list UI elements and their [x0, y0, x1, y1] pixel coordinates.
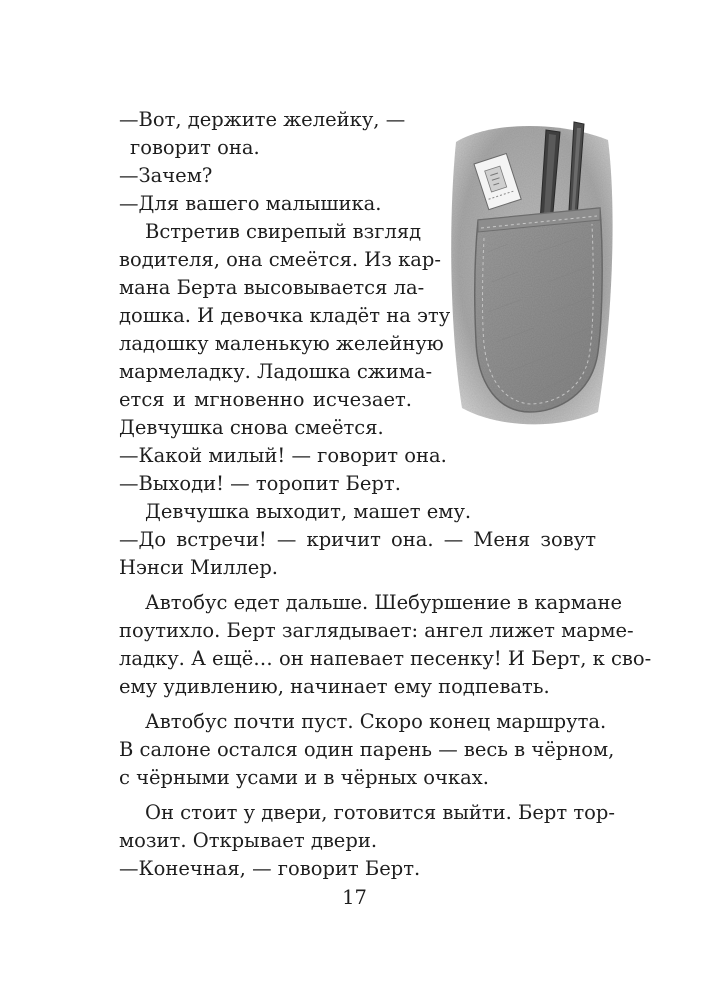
- text-line: говорит она.: [130, 136, 260, 159]
- page-number: 17: [342, 886, 367, 909]
- text-line: —Вот, держите желейку, —: [119, 108, 406, 131]
- text-line: с чёрными усами и в чёрных очках.: [119, 766, 489, 789]
- text-line: В салоне остался один парень — весь в чёрном,: [119, 738, 615, 761]
- text-line: ладошку маленькую желейную: [119, 332, 444, 355]
- text-line: Встретив свирепый взгляд: [145, 220, 422, 243]
- text-line: ется и мгновенно исчезает.: [119, 388, 412, 411]
- text-line: —Для вашего малышика.: [119, 192, 382, 215]
- text-line: Девчушка снова смеётся.: [119, 416, 384, 439]
- text-line: водителя, она смеётся. Из кар-: [119, 248, 441, 271]
- shirt-pocket-with-pens-illustration: [448, 112, 618, 432]
- text-line: —Выходи! — торопит Берт.: [119, 472, 401, 495]
- text-line: Он стоит у двери, готовится выйти. Берт тор-: [145, 801, 615, 824]
- text-line: дошка. И девочка кладёт на эту: [119, 304, 451, 327]
- text-line: мозит. Открывает двери.: [119, 829, 378, 852]
- text-line: ему удивлению, начинает ему подпевать.: [119, 675, 550, 698]
- text-line: Девчушка выходит, машет ему.: [145, 500, 472, 523]
- text-line: поутихло. Берт заглядывает: ангел лижет марме-: [119, 619, 634, 642]
- text-line: ладку. А ещё… он напевает песенку! И Берт, к сво-: [119, 647, 652, 670]
- text-line: Автобус едет дальше. Шебуршение в кармане: [145, 591, 623, 614]
- text-line: мана Берта высовывается ла-: [119, 276, 425, 299]
- text-line: —До встречи! — кричит она. — Меня зовут: [119, 528, 596, 551]
- text-line: —Конечная, — говорит Берт.: [119, 857, 421, 880]
- text-line: Нэнси Миллер.: [119, 556, 278, 579]
- text-line: Автобус почти пуст. Скоро конец маршрута.: [145, 710, 607, 733]
- text-line: мармеладку. Ладошка сжима-: [119, 360, 433, 383]
- text-line: —Зачем?: [119, 164, 213, 187]
- text-line: —Какой милый! — говорит она.: [119, 444, 447, 467]
